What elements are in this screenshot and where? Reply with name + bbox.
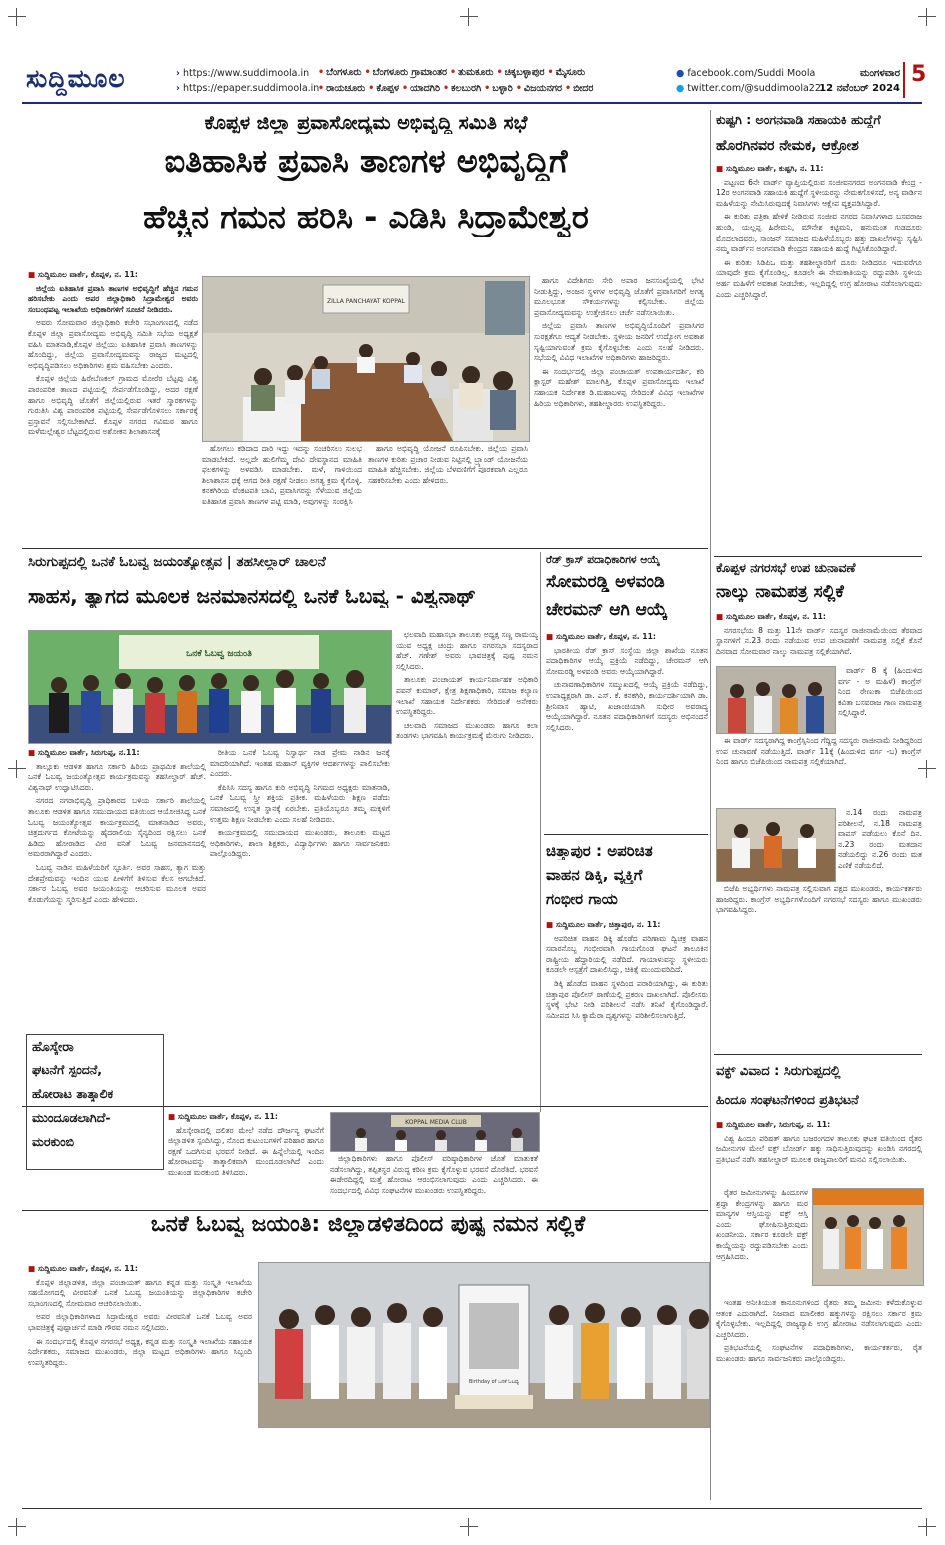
meeting-banner-text: ZILLA PANCHAYAT KOPPAL	[327, 298, 405, 305]
crop-mark	[918, 1518, 936, 1536]
bullet-icon: •	[496, 67, 503, 78]
story7-byline: ಸುದ್ದಿಮೂಲ ವಾರ್ತೆ, ಕೊಪ್ಪಳ, ನ. 11:	[177, 1112, 278, 1121]
event-banner-text: ಒನಕೆ ಓಬವ್ವ ಜಯಂತಿ	[186, 649, 252, 659]
story6-body-end	[716, 884, 922, 1048]
protest-photo-illustration	[813, 1189, 923, 1285]
story5-headline-line2: ವಾಹನ ಡಿಕ್ಕಿ, ವ್ಯಕ್ತಿಗೆ	[546, 866, 643, 884]
story8-headline: ಹಿಂದೂ ಸಂಘಟನೆಗಳಿಂದ ಪ್ರತಿಭಟನೆ	[716, 1092, 859, 1107]
section-rule	[22, 1210, 708, 1211]
city-name: ಬೀದರ	[573, 83, 594, 94]
story3-paragraph: ನಗರದ ನಗರಾಭಿವೃದ್ಧಿ ಪ್ರಾಧಿಕಾರದ ಬಳಿಯ ಸರ್ಕಾರಿ ಶಾಲೆಯಲ್ಲಿ ತಾಲೂಕು ಆಡಳಿತ ಹಾಗೂ ಸಮುದಾಯದ ವತಿಯಿಂದ ಆಯೋಜಿಸಿದ್ದ ಒನಕೆ ಓಬವ್ವ ಜಯಂತ್ಯೋತ್ಸವ ಕಾರ್ಯಕ್ರಮದಲ್ಲಿ ಮಾತನಾಡಿದ ಅವರು, ಚಿತ್ರದುರ್ಗದ ಕೋಟೆಯನ್ನು ಹೈದರಾಲಿಯ ಸೈನ್ಯದಿಂದ ರಕ್ಷಿಸಲು ಒನಕೆ ಹಿಡಿದು ಹೋರಾಡಿದ ವೀರ ವನಿತೆ ಓಬವ್ವ ಜನಮಾನಸದಲ್ಲಿ ಅಮರರಾಗಿದ್ದಾರೆ ಎಂದರು.	[28, 796, 206, 859]
masthead	[22, 62, 927, 100]
story9-headline: ಒನಕೆ ಓಬವ್ವ ಜಯಂತಿ: ಜಿಲ್ಲಾಡಳಿತದಿಂದ ಪುಷ್ಪ ನಮನ ಸಲ್ಲಿಕೆ	[150, 1212, 586, 1237]
story2-paragraph: ಈ ಕುರಿತು ಪತ್ರಿಕಾ ಹೇಳಿಕೆ ನೀಡಿರುವ ಸಂಜೀವ ನಗರದ ನಿವಾಸಿಗಳಾದ ಬಸವರಾಜ ಹುಂಡಿ, ಯಲ್ಲಪ್ಪ ಹಿರೇಮನಿ, ಮೌನೇಶ ಕಟ್ಟಿಮನಿ, ಹನುಮಂತ ಗುಡದೂರು ಮೊದಲಾದವರು, ಸಾಂಜನ್ ಸಮಾಜದ ಮಹಿಳೆಯೊಬ್ಬರು ಹತ್ತು ದಾಖಲೆಗಳನ್ನು ಸೃಷ್ಟಿಸಿ ನಮ್ಮ ವಾರ್ಡ್‌ನ ಅಂಗನವಾಡಿ ಕೇಂದ್ರದ ಸಹಾಯಕಿ ಹುದ್ದೆ ಗಿಟ್ಟಿಸಿಕೊಂಡಿದ್ದಾರೆ.	[716, 212, 922, 254]
bullet-icon: •	[318, 83, 325, 94]
story2-body: ■ ಸುದ್ದಿಮೂಲ ವಾರ್ತೆ, ಕುಷ್ಟಗಿ, ನ. 11: ಪಟ್ಟಣದ 6ನೇ ವಾರ್ಡ್ ವ್ಯಾಪ್ತಿಯಲ್ಲಿರುವ ಸಂಜೀವನಗರದ ಅಂಗನವಾಡಿ ಕೇಂದ್ರ - 12ರ ಅಂಗನವಾಡಿ ಸಹಾಯಕಿ ಹುದ್ದೆಗೆ ಸ್ಥಳೀಯರನ್ನು ನೇಮಕಗೊಳಿಸದೆ, ಅನ್ಯ ವಾರ್ಡಿನ ಮಹಿಳೆಯನ್ನು ನೇಮಿಸಿರುವುದಕ್ಕೆ ನಿವಾಸಿಗಳು ಆಕ್ಷೇಪ ವ್ಯಕ್ತಪಡಿಸಿದ್ದಾರೆ. ಈ ಕುರಿತು ಪತ್ರಿಕಾ ಹೇಳಿಕೆ ನೀಡಿರುವ ಸಂಜೀವ ನಗರದ ನಿವಾಸಿಗಳಾದ ಬಸವರಾಜ ಹುಂಡಿ, ಯಲ್ಲಪ್ಪ ಹಿರೇಮನಿ, ಮೌನೇಶ ಕಟ್ಟಿಮನಿ, ಹನುಮಂತ ಗುಡದೂರು ಮೊದಲಾದವರು, ಸಾಂಜನ್ ಸಮಾಜದ ಮಹಿಳೆಯೊಬ್ಬರು ಹತ್ತು ದಾಖಲೆಗಳನ್ನು ಸೃಷ್ಟಿಸಿ ನಮ್ಮ ವಾರ್ಡ್‌ನ ಅಂಗನವಾಡಿ ಕೇಂದ್ರದ ಸಹಾಯಕಿ ಹುದ್ದೆ ಗಿಟ್ಟಿಸಿಕೊಂಡಿದ್ದಾರೆ. ಈ ಕುರಿತು ಸಿಡಿಪಿಒ ಮತ್ತು ತಹಶೀಲ್ದಾರರಿಗೆ ದೂರು ನೀಡಿದರೂ ಇದುವರೆಗೂ ಯಾವುದೇ ಕ್ರಮ ಕೈಗೊಂಡಿಲ್ಲ. ಕೂಡಲೇ ಈ ನೇಮಕಾತಿಯನ್ನು ರದ್ದುಪಡಿಸಿ ಸ್ಥಳೀಯ ಅರ್ಹ ಮಹಿಳೆಗೆ ಅವಕಾಶ ನೀಡಬೇಕು, ಇಲ್ಲದಿದ್ದಲ್ಲಿ ಉಗ್ರ ಹೋರಾಟ ನಡೆಸಲಾಗುವುದು ಎಂದು ಎಚ್ಚರಿಸಿದ್ದಾರೆ.	[716, 164, 922, 299]
weekday: ಮಂಗಳವಾರ	[859, 68, 900, 79]
event-photo-illustration	[29, 631, 391, 743]
story1-byline: ಸುದ್ದಿಮೂಲ ವಾರ್ತೆ, ಕೊಪ್ಪಳ, ನ. 11:	[37, 270, 138, 279]
story1-column-left: ■ ಸುದ್ದಿಮೂಲ ವಾರ್ತೆ, ಕೊಪ್ಪಳ, ನ. 11: ಜಿಲ್ಲೆಯ ಐತಿಹಾಸಿಕ ಪ್ರವಾಸಿ ತಾಣಗಳ ಅಭಿವೃದ್ಧಿಗೆ ಹೆಚ್ಚಿನ ಗಮನ ಹರಿಸಬೇಕು ಎಂದು ಅಪರ ಜಿಲ್ಲಾಧಿಕಾರಿ ಸಿದ್ರಾಮೇಶ್ವರ ಅವರು ಸಂಬಂಧಪಟ್ಟ ಇಲಾಖೆಯ ಅಧಿಕಾರಿಗಳಿಗೆ ಸೂಚನೆ ನೀಡಿದರು. ಅವರು ಸೋಮವಾರ ಜಿಲ್ಲಾಧಿಕಾರಿ ಕಚೇರಿ ಸಭಾಂಗಣದಲ್ಲಿ ನಡೆದ ಕೊಪ್ಪಳ ಜಿಲ್ಲಾ ಪ್ರವಾಸೋದ್ಯಮ ಅಭಿವೃದ್ಧಿ ಸಮಿತಿ ಸಭೆಯ ಅಧ್ಯಕ್ಷತೆ ವಹಿಸಿ ಮಾತನಾಡಿ,ಕೊಪ್ಪಳ ಜಿಲ್ಲೆಯು ಐತಿಹಾಸಿಕ ಪ್ರವಾಸಿ ತಾಣಗಳನ್ನು ಹೊಂದಿದ್ದು, ಜಿಲ್ಲೆಯ ಪ್ರವಾಸೋದ್ಯಮವನ್ನು ರಾಜ್ಯದ ಮಟ್ಟದಲ್ಲಿ ಅಭಿವೃದ್ಧಿಪಡಿಸಲು ಅಧಿಕಾರಿಗಳು ಶ್ರಮ ವಹಿಸಬೇಕು ಎಂದರು. ಕೊಪ್ಪಳ ಜಿಲ್ಲೆಯ ಹಿರೇಬೆಣಕಲ್ ಗ್ರಾಮದ ಮೋರೆರ ಬೆಟ್ಟವು ವಿಶ್ವ ಪಾರಂಪರಿಕ ತಾಣದ ಪಟ್ಟಿಯಲ್ಲಿ ಸೇರ್ಪಡೆಗೊಂಡಿದ್ದು, ಅದರ ರಕ್ಷಣೆ ಹಾಗೂ ಅಭಿವೃದ್ಧಿ ಜೊತೆಗೆ ಜಿಲ್ಲೆಯಲ್ಲಿರುವ ಇತರೆ ಸ್ಮಾರಕಗಳನ್ನು ಗುರುತಿಸಿ ವಿಶ್ವ ಪಾರಂಪರಿಕ ಪಟ್ಟಿಯಲ್ಲಿ ಸೇರ್ಪಡೆಗೊಳಿಸಲು ಸರ್ಕಾರಕ್ಕೆ ಪ್ರಸ್ತಾವನೆ ಸಲ್ಲಿಸಬೇಕಾಗಿದೆ. ಕೊಪ್ಪಳ ನಗರದ ಗವಿಮಠ ಹಾಗೂ ಮಳೆಮಲ್ಲೇಶ್ವರ ಬೆಟ್ಟದಲ್ಲಿರುವ ಅಶೋಕನ ಶಿಲಾಶಾಸನಕ್ಕೆ	[28, 270, 198, 437]
city-name: ಬೆಂಗಳೂರು ಗ್ರಾಮಾಂತರ	[372, 67, 447, 78]
story3-event-photo	[28, 630, 392, 744]
story3-paragraph: ಚಲವಾದಿ ಸಮಾಜದ ಮುಖಂಡರು ಹಾಗೂ ಕಲಾ ತಂಡಗಳು ಭಾಗವಹಿಸಿ ಕಾರ್ಯಕ್ರಮಕ್ಕೆ ಮೆರುಗು ನೀಡಿದರು.	[396, 720, 538, 741]
story4-headline-line1: ಸೋಮರಡ್ಡಿ ಅಳವಂಡಿ	[546, 572, 665, 592]
story1-paragraph: ಹೋಗಲು ಕಡಿದಾದ ದಾರಿ ಇದ್ದು ಇದನ್ನು ಸಂಚರಿಸಲು ಸುಲಭ ಮಾಡಬೇಕಿದೆ. ಅಲ್ಲದೇ ಹುಲಿಗೆಮ್ಮ ದೇವಿ ದೇವಸ್ಥಾನದ ಮಾಹಿತಿ ಫಲಕಗಳನ್ನು ಅಳವಡಿಸಿ ಮಾಡಬೇಕು. ಮಳೆ, ಗಾಳಿಯಿಂದ ಶಿಲಾಶಾಸನ ಧಕ್ಕೆ ಆಗದ ರೀತಿ ರಕ್ಷಣೆ ನೀಡಲು ಅಗತ್ಯ ಕ್ರಮ ಕೈಗೊಳ್ಳಿ. ಕನಕಗಿರಿಯ ವೆಂಕಟಪತಿ ಬಾವಿ, ಪ್ರವಾಸಿಗರನ್ನು ಸೆಳೆಯುವ ಜಿಲ್ಲೆಯ ಐತಿಹಾಸಿಕ ಪ್ರವಾಸಿ ತಾಣಗಳ ಪಟ್ಟಿ ಮಾಡಿ, ಅವುಗಳನ್ನು ಸಂರಕ್ಷಿಸಿ	[202, 444, 362, 506]
story6-byline: ಸುದ್ದಿಮೂಲ ವಾರ್ತೆ, ಕೊಪ್ಪಳ, ನ. 11:	[725, 612, 826, 621]
section-rule	[714, 556, 922, 557]
bullet-icon: •	[368, 83, 375, 94]
story3-paragraph: ಓಬವ್ವ ನಾಡಿನ ಮಹಿಳೆಯರಿಗೆ ಸ್ಫೂರ್ತಿ. ಅವರ ಸಾಹಸ, ತ್ಯಾಗ ಮತ್ತು ದೇಶಪ್ರೇಮವನ್ನು ಇಂದಿನ ಯುವ ಪೀಳಿಗೆಗೆ ತಿಳಿಸುವ ಕೆಲಸ ಆಗಬೇಕಿದೆ. ಸರ್ಕಾರ ಓಬವ್ವ ಅವರ ಜಯಂತಿಯನ್ನು ಆಚರಿಸುವ ಮೂಲಕ ಅವರ ಕೊಡುಗೆಯನ್ನು ಸ್ಮರಿಸುತ್ತಿದೆ ಎಂದು ಹೇಳಿದರು.	[28, 862, 206, 904]
bullet-icon: •	[484, 83, 491, 94]
story2-headline: ಹೊರಗಿನವರ ನೇಮಕ, ಆಕ್ರೋಶ	[716, 138, 859, 154]
story7-headline-line2: ಹೋರಾಟ ತಾತ್ಕಾಲಿಕ	[32, 1086, 114, 1101]
story7-kicker: ಹೊಸ್ಕೇರಾ	[32, 1040, 74, 1055]
city-name: ತುಮಕೂರು	[458, 67, 494, 78]
crop-mark	[460, 8, 478, 26]
story3-paragraph: ತಾಲ್ಲೂಕು ಆಡಳಿತ ಹಾಗೂ ಸರ್ಕಾರಿ ಹಿರಿಯ ಪ್ರಾಥಮಿಕ ಶಾಲೆಯಲ್ಲಿ ಒನಕೆ ಓಬವ್ವ ಜಯಂತ್ಯೋತ್ಸವ ಕಾರ್ಯಕ್ರಮವನ್ನು ತಹಸೀಲ್ದಾರ್ ಹೆಚ್. ವಿಶ್ವನಾಥ್ ಉದ್ಘಾಟಿಸಿದರು.	[28, 761, 206, 792]
story3-paragraph: ಕೆಪಿಸಿಸಿ ಸದಸ್ಯ ಹಾಗೂ ಕುರಿ ಅಭಿವೃದ್ಧಿ ನಿಗಮದ ಅಧ್ಯಕ್ಷರು ಮಾತನಾಡಿ, ಒನಕೆ ಓಬವ್ವ ಸ್ತ್ರೀ ಶಕ್ತಿಯ ಪ್ರತೀಕ. ಮಹಿಳೆಯರು ಶಿಕ್ಷಣ ಪಡೆದು ಸಮಾಜದಲ್ಲಿ ಉನ್ನತ ಸ್ಥಾನಕ್ಕೆ ಏರಬೇಕು. ಪ್ರತಿಯೊಬ್ಬರೂ ತಮ್ಮ ಮಕ್ಕಳಿಗೆ ಉತ್ತಮ ಶಿಕ್ಷಣ ನೀಡಬೇಕು ಎಂದು ಸಲಹೆ ನೀಡಿದರು.	[210, 782, 390, 824]
bullet-icon: •	[364, 67, 371, 78]
story1-meeting-photo	[202, 276, 530, 442]
website-links	[176, 66, 319, 96]
story9-tribute-photo	[258, 1262, 710, 1428]
story3-column-c	[396, 630, 538, 1100]
section-rule	[22, 548, 708, 549]
story7-body-a: ■ ಸುದ್ದಿಮೂಲ ವಾರ್ತೆ, ಕೊಪ್ಪಳ, ನ. 11: ಹೊಸ್ಕೇರಾದಲ್ಲಿ ದಲಿತರ ಮೇಲೆ ನಡೆದ ದೌರ್ಜನ್ಯ ಘಟನೆಗೆ ಜಿಲ್ಲಾಡಳಿತ ಸ್ಪಂದಿಸಿದ್ದು, ನೊಂದ ಕುಟುಂಬಗಳಿಗೆ ಪರಿಹಾರ ಹಾಗೂ ರಕ್ಷಣೆ ಒದಗಿಸುವ ಭರವಸೆ ನೀಡಿದೆ. ಈ ಹಿನ್ನೆಲೆಯಲ್ಲಿ ಇಂದಿನ ಹೋರಾಟವನ್ನು ತಾತ್ಕಾಲಿಕವಾಗಿ ಮುಂದೂಡಲಾಗಿದೆ ಎಂದು ಮುಖಂಡ ಮರಕುಂಬಿ ತಿಳಿಸಿದರು.	[168, 1112, 324, 1177]
story1-column-mid2	[368, 444, 528, 540]
story7-body-b	[330, 1154, 538, 1206]
bullet-icon: •	[450, 67, 457, 78]
story8-side-text	[716, 1188, 808, 1294]
city-name: ರಾಯಚೂರು	[326, 83, 366, 94]
story6-paragraph: ನಗರಸಭೆಯ 8 ಮತ್ತು 11ನೇ ವಾರ್ಡ್ ಸದಸ್ಯರ ರಾಜೀನಾಮೆಯಿಂದ ತೆರವಾದ ಸ್ಥಾನಗಳಿಗೆ ನ.23 ರಂದು ನಡೆಯುವ ಉಪ ಚುನಾವಣೆಗೆ ನಾಮಪತ್ರ ಸಲ್ಲಿಕೆ ಕೊನೆ ದಿನವಾದ ಸೋಮವಾರ ನಾಲ್ಕು ನಾಮಪತ್ರ ಸಲ್ಲಿಕೆಯಾಗಿವೆ.	[716, 625, 922, 656]
story6-headline: ನಾಲ್ಕು ನಾಮಪತ್ರ ಸಲ್ಲಿಕೆ	[716, 582, 844, 602]
story8-intro: ■ ಸುದ್ದಿಮೂಲ ವಾರ್ತೆ, ಸಿರುಗುಪ್ಪ, ನ. 11: ವಿಶ್ವ ಹಿಂದೂ ಪರಿಷತ್ ಹಾಗೂ ಬಜರಂಗದಳ ತಾಲೂಕು ಘಟಕ ವತಿಯಿಂದ ರೈತರ ಜಮೀನುಗಳ ಮೇಲೆ ವಕ್ಫ್ ಬೋರ್ಡ್ ಹಕ್ಕು ಸಾಧಿಸುತ್ತಿರುವುದನ್ನು ಖಂಡಿಸಿ ನಗರದಲ್ಲಿ ಪ್ರತಿಭಟನೆ ನಡೆಸಿ ತಹಸೀಲ್ದಾರ್ ಮೂಲಕ ರಾಜ್ಯಪಾಲರಿಗೆ ಮನವಿ ಸಲ್ಲಿಸಲಾಯಿತು.	[716, 1120, 922, 1164]
city-name: ಚಿಕ್ಕಬಳ್ಳಾಪುರ	[504, 67, 545, 78]
city-list	[318, 65, 708, 97]
arrow-icon: ›	[176, 83, 180, 94]
story4-headline-line2: ಚೇರಮನ್ ಆಗಿ ಆಯ್ಕೆ	[546, 600, 668, 620]
story8-paragraph: ವಿಶ್ವ ಹಿಂದೂ ಪರಿಷತ್ ಹಾಗೂ ಬಜರಂಗದಳ ತಾಲೂಕು ಘಟಕ ವತಿಯಿಂದ ರೈತರ ಜಮೀನುಗಳ ಮೇಲೆ ವಕ್ಫ್ ಬೋರ್ಡ್ ಹಕ್ಕು ಸಾಧಿಸುತ್ತಿರುವುದನ್ನು ಖಂಡಿಸಿ ನಗರದಲ್ಲಿ ಪ್ರತಿಭಟನೆ ನಡೆಸಿ ತಹಸೀಲ್ದಾರ್ ಮೂಲಕ ರಾಜ್ಯಪಾಲರಿಗೆ ಮನವಿ ಸಲ್ಲಿಸಲಾಯಿತು.	[716, 1133, 922, 1164]
story1-paragraph: ಕೊಪ್ಪಳ ಜಿಲ್ಲೆಯ ಹಿರೇಬೆಣಕಲ್ ಗ್ರಾಮದ ಮೋರೆರ ಬೆಟ್ಟವು ವಿಶ್ವ ಪಾರಂಪರಿಕ ತಾಣದ ಪಟ್ಟಿಯಲ್ಲಿ ಸೇರ್ಪಡೆಗೊಂಡಿದ್ದು, ಅದರ ರಕ್ಷಣೆ ಹಾಗೂ ಅಭಿವೃದ್ಧಿ ಜೊತೆಗೆ ಜಿಲ್ಲೆಯಲ್ಲಿರುವ ಇತರೆ ಸ್ಮಾರಕಗಳನ್ನು ಗುರುತಿಸಿ ವಿಶ್ವ ಪಾರಂಪರಿಕ ಪಟ್ಟಿಯಲ್ಲಿ ಸೇರ್ಪಡೆಗೊಳಿಸಲು ಸರ್ಕಾರಕ್ಕೆ ಪ್ರಸ್ತಾವನೆ ಸಲ್ಲಿಸಬೇಕಾಗಿದೆ. ಕೊಪ್ಪಳ ನಗರದ ಗವಿಮಠ ಹಾಗೂ ಮಳೆಮಲ್ಲೇಶ್ವರ ಬೆಟ್ಟದಲ್ಲಿರುವ ಅಶೋಕನ ಶಿಲಾಶಾಸನಕ್ಕೆ	[28, 374, 198, 437]
story3-kicker: ಸಿರುಗುಪ್ಪದಲ್ಲಿ ಒನಕೆ ಓಬವ್ವ ಜಯಂತ್ಯೋತ್ಸವ | ತಹಸೀಲ್ದಾರ್ ಚಾಲನೆ	[28, 554, 326, 570]
facebook-icon: ●	[676, 68, 685, 79]
story7-press-photo	[330, 1112, 540, 1152]
column-divider	[710, 110, 711, 1500]
story3-paragraph: ಕಾರ್ಯಕ್ರಮದಲ್ಲಿ ಸಮುದಾಯದ ಮುಖಂಡರು, ತಾಲೂಕು ಮಟ್ಟದ ಅಧಿಕಾರಿಗಳು, ಶಾಲಾ ಶಿಕ್ಷಕರು, ವಿದ್ಯಾರ್ಥಿಗಳು ಹಾಗೂ ಸಾರ್ವಜನಿಕರು ಪಾಲ್ಗೊಂಡಿದ್ದರು.	[210, 828, 390, 859]
story7-paragraph: ಜಿಲ್ಲಾಧಿಕಾರಿಗಳು ಹಾಗೂ ಪೊಲೀಸ್ ವರಿಷ್ಠಾಧಿಕಾರಿಗಳ ಜೊತೆ ಮಾತುಕತೆ ನಡೆಸಲಾಗಿದ್ದು, ತಪ್ಪಿತಸ್ಥರ ವಿರುದ್ಧ ಕಠಿಣ ಕ್ರಮ ಕೈಗೊಳ್ಳುವ ಭರವಸೆ ದೊರೆತಿದೆ. ಭರವಸೆ ಈಡೇರದಿದ್ದಲ್ಲಿ ಮತ್ತೆ ಹೋರಾಟ ಆರಂಭಿಸಲಾಗುವುದು ಎಂದು ಎಚ್ಚರಿಸಿದರು. ಈ ಸಂದರ್ಭದಲ್ಲಿ ವಿವಿಧ ಸಂಘಟನೆಗಳ ಮುಖಂಡರು ಉಪಸ್ಥಿತರಿದ್ದರು.	[330, 1154, 538, 1195]
city-name: ಕೊಪ್ಪಳ	[376, 83, 400, 94]
story5-body: ■ ಸುದ್ದಿಮೂಲ ವಾರ್ತೆ, ಚಿತ್ತಾಪುರ, ನ. 11: ಅಪರಿಚಿತ ವಾಹನ ಡಿಕ್ಕಿ ಹೊಡೆದ ಪರಿಣಾಮ ದ್ವಿಚಕ್ರ ವಾಹನ ಸವಾರನೊಬ್ಬ ಗಂಭೀರವಾಗಿ ಗಾಯಗೊಂಡ ಘಟನೆ ತಾಲೂಕಿನ ರಾಷ್ಟ್ರೀಯ ಹೆದ್ದಾರಿಯಲ್ಲಿ ನಡೆದಿದೆ. ಗಾಯಾಳುವನ್ನು ಸ್ಥಳೀಯರು ಕೂಡಲೇ ಆಸ್ಪತ್ರೆಗೆ ದಾಖಲಿಸಿದ್ದು, ಚಿಕಿತ್ಸೆ ಮುಂದುವರಿದಿದೆ. ಡಿಕ್ಕಿ ಹೊಡೆದ ವಾಹನ ಸ್ಥಳದಿಂದ ಪರಾರಿಯಾಗಿದ್ದು, ಈ ಕುರಿತು ಚಿತ್ತಾಪುರ ಪೊಲೀಸ್ ಠಾಣೆಯಲ್ಲಿ ಪ್ರಕರಣ ದಾಖಲಾಗಿದೆ. ಪೊಲೀಸರು ಸ್ಥಳಕ್ಕೆ ಭೇಟಿ ನೀಡಿ ಪರಿಶೀಲನೆ ನಡೆಸಿ ತನಿಖೆ ಕೈಗೊಂಡಿದ್ದಾರೆ. ಸಮೀಪದ ಸಿಸಿ ಕ್ಯಾಮೆರಾ ದೃಶ್ಯಗಳನ್ನು ಪರಿಶೀಲಿಸಲಾಗುತ್ತಿದೆ.	[546, 920, 708, 1020]
story3-paragraph: ಛಲವಾದಿ ಮಹಾಸಭಾ ತಾಲೂಕು ಅಧ್ಯಕ್ಷ ಸಣ್ಣ ರಾಮಯ್ಯ ಯುವ ಅಧ್ಯಕ್ಷ ಚಂದ್ರು ಹಾಗೂ ನಗರಸಭಾ ಸದಸ್ಯರಾದ ಹೆಚ್. ಗಣೇಶ್ ಅವರು ಭಾವಚಿತ್ರಕ್ಕೆ ಪುಷ್ಪ ನಮನ ಸಲ್ಲಿಸಿದರು.	[396, 630, 538, 671]
story4-paragraph: ಚುನಾವಣಾಧಿಕಾರಿಗಳ ಸಮ್ಮುಖದಲ್ಲಿ ಆಯ್ಕೆ ಪ್ರಕ್ರಿಯೆ ನಡೆದಿದ್ದು, ಉಪಾಧ್ಯಕ್ಷರಾಗಿ ಡಾ. ಎಸ್. ಕೆ. ಕನಕಗಿರಿ, ಕಾರ್ಯದರ್ಶಿಯಾಗಿ ಡಾ. ಶ್ರೀನಿವಾಸ ಹ್ಯಾಟಿ, ಖಜಾಂಚಿಯಾಗಿ ಸುಧೀರ ಅವರಾದ್ಯ ಆಯ್ಕೆಯಾಗಿದ್ದಾರೆ. ನೂತನ ಪದಾಧಿಕಾರಿಗಳಿಗೆ ಸದಸ್ಯರು ಅಭಿನಂದನೆ ಸಲ್ಲಿಸಿದರು.	[546, 680, 708, 732]
story4-byline: ಸುದ್ದಿಮೂಲ ವಾರ್ತೆ, ಕೊಪ್ಪಳ, ನ. 11:	[555, 632, 656, 641]
newspaper-logo: ಸುದ್ದಿಮೂಲ	[26, 64, 126, 93]
bullet-icon: •	[318, 67, 325, 78]
bullet-icon: •	[442, 83, 450, 94]
story2-kicker: ಕುಷ್ಟಗಿ : ಅಂಗನವಾಡಿ ಸಹಾಯಕಿ ಹುದ್ದೆಗೆ	[716, 112, 881, 127]
story1-kicker: ಕೊಪ್ಪಳ ಜಿಲ್ಲಾ ಪ್ರವಾಸೋದ್ಯಮ ಅಭಿವೃದ್ಧಿ ಸಮಿತಿ ಸಭೆ	[204, 112, 528, 134]
story9-paragraph: ಈ ಸಂದರ್ಭದಲ್ಲಿ ಕೊಪ್ಪಳ ನಗರಸಭೆ ಅಧ್ಯಕ್ಷ, ಕನ್ನಡ ಮತ್ತು ಸಂಸ್ಕೃತಿ ಇಲಾಖೆಯ ಸಹಾಯಕ ನಿರ್ದೇಶಕರು, ಸಮಾಜದ ಮುಖಂಡರು, ಜಿಲ್ಲಾ ಮಟ್ಟದ ಅಧಿಕಾರಿಗಳು ಹಾಗೂ ಸಿಬ್ಬಂದಿ ಉಪಸ್ಥಿತರಿದ್ದರು.	[28, 1336, 252, 1367]
story8-paragraph: ಇಂತಹ ಅನೀತಿಯುತ ಕಾನೂನುಗಳಿಂದ ರೈತರು ತಮ್ಮ ಜಮೀನು ಕಳೆದುಕೊಳ್ಳುವ ಆತಂಕ ಎದುರಾಗಿದೆ. ನಿಜವಾದ ಮಾಲೀಕರ ಹಕ್ಕುಗಳನ್ನು ರಕ್ಷಿಸಲು ಸರ್ಕಾರ ಕ್ರಮ ಕೈಗೊಳ್ಳಬೇಕು. ಇಲ್ಲದಿದ್ದಲ್ಲಿ ರಾಜ್ಯವ್ಯಾಪಿ ಉಗ್ರ ಹೋರಾಟ ನಡೆಸಲಾಗುವುದು ಎಂದು ಎಚ್ಚರಿಸಿದರು.	[716, 1298, 922, 1339]
section-rule	[544, 834, 708, 835]
story9-paragraph: ಕೊಪ್ಪಳ ಜಿಲ್ಲಾಡಳಿತ, ಜಿಲ್ಲಾ ಪಂಚಾಯತ್ ಹಾಗೂ ಕನ್ನಡ ಮತ್ತು ಸಂಸ್ಕೃತಿ ಇಲಾಖೆಯ ಸಹಯೋಗದಲ್ಲಿ ವೀರವನಿತೆ ಒನಕೆ ಓಬವ್ವ ಜಯಂತಿಯನ್ನು ಜಿಲ್ಲಾಧಿಕಾರಿಗಳ ಕಚೇರಿ ಸಭಾಂಗಣದಲ್ಲಿ ಸೋಮವಾರ ಆಚರಿಸಲಾಯಿತು.	[28, 1277, 252, 1308]
story3-column-b	[210, 748, 390, 1100]
city-name: ಯಾದಗಿರಿ	[410, 83, 440, 94]
column-divider	[540, 552, 541, 1112]
story5-byline: ಸುದ್ದಿಮೂಲ ವಾರ್ತೆ, ಚಿತ್ತಾಪುರ, ನ. 11:	[555, 920, 661, 929]
story1-paragraph: ಜಿಲ್ಲೆಯ ಪ್ರವಾಸಿ ತಾಣಗಳ ಅಭಿವೃದ್ಧಿಯೊಂದಿಗೆ ಪ್ರವಾಸಿಗರ ಸುರಕ್ಷತೆಗೂ ಆದ್ಯತೆ ನೀಡಬೇಕು. ಸ್ಥಳೀಯ ಜನರಿಗೆ ಉದ್ಯೋಗ ಅವಕಾಶ ಸೃಷ್ಟಿಯಾಗುವಂತೆ ಕ್ರಮ ಕೈಗೊಳ್ಳಬೇಕು ಎಂದು ಸಲಹೆ ನೀಡಿದರು. ಸಭೆಯಲ್ಲಿ ವಿವಿಧ ಇಲಾಖೆಗಳ ಅಧಿಕಾರಿಗಳು ಹಾಜರಿದ್ದರು.	[534, 321, 704, 363]
crop-mark	[460, 1518, 478, 1536]
story2-byline: ಸುದ್ದಿಮೂಲ ವಾರ್ತೆ, ಕುಷ್ಟಗಿ, ನ. 11:	[725, 164, 824, 173]
bullet-icon: •	[547, 67, 554, 78]
press-photo-illustration	[331, 1113, 539, 1151]
story4-paragraph: ಭಾರತೀಯ ರೆಡ್ ಕ್ರಾಸ್ ಸಂಸ್ಥೆಯ ಜಿಲ್ಲಾ ಶಾಖೆಯ ನೂತನ ಪದಾಧಿಕಾರಿಗಳ ಆಯ್ಕೆ ಪ್ರಕ್ರಿಯೆ ನಡೆದಿದ್ದು, ಚೇರಮನ್ ಆಗಿ ಸೋಮರಡ್ಡಿ ಅಳವಂಡಿ ಅವರು ಆಯ್ಕೆಯಾಗಿದ್ದಾರೆ.	[546, 645, 708, 676]
date-text: 12 ನವೆಂಬರ್ 2024	[819, 83, 900, 94]
story6-side-text-2	[838, 808, 922, 880]
story6-paragraph: ಈ ವಾರ್ಡ್ ಸದಸ್ಯರಾಗಿದ್ದ ಕಾಂಗ್ರೆಸ್ಸಿನಿಂದ ಗೆದ್ದಿದ್ದ ಸದಸ್ಯರು ರಾಜೀನಾಮೆ ನೀಡಿದ್ದರಿಂದ ಉಪ ಚುನಾವಣೆ ನಡೆಯುತ್ತಿದೆ. ವಾರ್ಡ್ 11ಕ್ಕೆ (ಹಿಂದುಳಿದ ವರ್ಗ -ಬ) ಕಾಂಗ್ರೆಸ್ ನಿಂದ ಹಾಗೂ ಬಿಜೆಪಿಯಿಂದ ನಾಮಪತ್ರ ಸಲ್ಲಿಕೆಯಾಗಿದೆ.	[716, 736, 922, 767]
crop-mark	[918, 8, 936, 26]
story2-paragraph: ಈ ಕುರಿತು ಸಿಡಿಪಿಒ ಮತ್ತು ತಹಶೀಲ್ದಾರರಿಗೆ ದೂರು ನೀಡಿದರೂ ಇದುವರೆಗೂ ಯಾವುದೇ ಕ್ರಮ ಕೈಗೊಂಡಿಲ್ಲ. ಕೂಡಲೇ ಈ ನೇಮಕಾತಿಯನ್ನು ರದ್ದುಪಡಿಸಿ ಸ್ಥಳೀಯ ಅರ್ಹ ಮಹಿಳೆಗೆ ಅವಕಾಶ ನೀಡಬೇಕು, ಇಲ್ಲದಿದ್ದಲ್ಲಿ ಉಗ್ರ ಹೋರಾಟ ನಡೆಸಲಾಗುವುದು ಎಂದು ಎಚ್ಚರಿಸಿದ್ದಾರೆ.	[716, 257, 922, 299]
story1-lead: ಜಿಲ್ಲೆಯ ಐತಿಹಾಸಿಕ ಪ್ರವಾಸಿ ತಾಣಗಳ ಅಭಿವೃದ್ಧಿಗೆ ಹೆಚ್ಚಿನ ಗಮನ ಹರಿಸಬೇಕು ಎಂದು ಅಪರ ಜಿಲ್ಲಾಧಿಕಾರಿ ಸಿದ್ರಾಮೇಶ್ವರ ಅವರು ಸಂಬಂಧಪಟ್ಟ ಇಲಾಖೆಯ ಅಧಿಕಾರಿಗಳಿಗೆ ಸೂಚನೆ ನೀಡಿದರು.	[28, 283, 198, 314]
bullet-icon: •	[515, 83, 522, 94]
story5-headline-line1: ಚಿತ್ತಾಪುರ : ಅಪರಿಚಿತ	[546, 842, 653, 860]
story1-headline-line2: ಹೆಚ್ಚಿನ ಗಮನ ಹರಿಸಿ - ಎಡಿಸಿ ಸಿದ್ರಾಮೇಶ್ವರ	[143, 198, 589, 236]
city-name: ವಿಜಯನಗರ	[523, 83, 563, 94]
story6-intro: ■ ಸುದ್ದಿಮೂಲ ವಾರ್ತೆ, ಕೊಪ್ಪಳ, ನ. 11: ನಗರಸಭೆಯ 8 ಮತ್ತು 11ನೇ ವಾರ್ಡ್ ಸದಸ್ಯರ ರಾಜೀನಾಮೆಯಿಂದ ತೆರವಾದ ಸ್ಥಾನಗಳಿಗೆ ನ.23 ರಂದು ನಡೆಯುವ ಉಪ ಚುನಾವಣೆಗೆ ನಾಮಪತ್ರ ಸಲ್ಲಿಕೆ ಕೊನೆ ದಿನವಾದ ಸೋಮವಾರ ನಾಲ್ಕು ನಾಮಪತ್ರ ಸಲ್ಲಿಕೆಯಾಗಿವೆ.	[716, 612, 922, 656]
issue-date	[808, 66, 900, 96]
story6-paragraph: ಬಿಜೆಪಿ ಅಭ್ಯರ್ಥಿಗಳು ನಾಮಪತ್ರ ಸಲ್ಲಿಸುವಾಗ ಪಕ್ಷದ ಮುಖಂಡರು, ಕಾರ್ಯಕರ್ತರು ಹಾಜರಿದ್ದರು. ಕಾಂಗ್ರೆಸ್ ಅಭ್ಯರ್ಥಿಗಳೊಂದಿಗೆ ನಗರಸಭೆ ಸದಸ್ಯರು ಹಾಗೂ ಮುಖಂಡರು ಭಾಗವಹಿಸಿದ್ದರು.	[716, 884, 922, 915]
story6-body-mid	[716, 736, 922, 804]
twitter-icon: ●	[676, 83, 685, 94]
city-name: ಬಳ್ಳಾರಿ	[492, 83, 513, 94]
page-number: 5	[903, 62, 926, 98]
candidates-photo-illustration	[717, 809, 835, 881]
story5-paragraph: ಅಪರಿಚಿತ ವಾಹನ ಡಿಕ್ಕಿ ಹೊಡೆದ ಪರಿಣಾಮ ದ್ವಿಚಕ್ರ ವಾಹನ ಸವಾರನೊಬ್ಬ ಗಂಭೀರವಾಗಿ ಗಾಯಗೊಂಡ ಘಟನೆ ತಾಲೂಕಿನ ರಾಷ್ಟ್ರೀಯ ಹೆದ್ದಾರಿಯಲ್ಲಿ ನಡೆದಿದೆ. ಗಾಯಾಳುವನ್ನು ಸ್ಥಳೀಯರು ಕೂಡಲೇ ಆಸ್ಪತ್ರೆಗೆ ದಾಖಲಿಸಿದ್ದು, ಚಿಕಿತ್ಸೆ ಮುಂದುವರಿದಿದೆ.	[546, 933, 708, 975]
story8-protest-photo	[812, 1188, 924, 1286]
story1-column-right	[534, 276, 704, 540]
city-name: ಬೆಂಗಳೂರು	[326, 67, 362, 78]
story1-paragraph: ಈ ಸಂದರ್ಭದಲ್ಲಿ ಜಿಲ್ಲಾ ಪಂಚಾಯತ್ ಉಪಕಾರ್ಯದರ್ಶಿ, ಕರಿ ಕ್ಲಾಸ್ಟರ್ ಮಹೇಶ್ ಮಾಲಗಿತ್ತಿ, ಕೊಪ್ಪಳ ಪ್ರವಾಸೋದ್ಯಮ ಇಲಾಖೆ ಸಹಾಯಕ ನಿರ್ದೇಶಕ ಡಿ.ಮಹಾಬಳಪ್ಪ ಸೇರಿದಂತೆ ವಿವಿಧ ಇಲಾಖೆಗಳ ಹಿರಿಯ ಅಧಿಕಾರಿಗಳು, ತಹಶೀಲ್ದಾರರು ಉಪಸ್ಥಿತರಿದ್ದರು.	[534, 366, 704, 408]
story3-column-a: ■ ಸುದ್ದಿಮೂಲ ವಾರ್ತೆ, ಸಿರುಗುಪ್ಪ, ನ.11: ತಾಲ್ಲೂಕು ಆಡಳಿತ ಹಾಗೂ ಸರ್ಕಾರಿ ಹಿರಿಯ ಪ್ರಾಥಮಿಕ ಶಾಲೆಯಲ್ಲಿ ಒನಕೆ ಓಬವ್ವ ಜಯಂತ್ಯೋತ್ಸವ ಕಾರ್ಯಕ್ರಮವನ್ನು ತಹಸೀಲ್ದಾರ್ ಹೆಚ್. ವಿಶ್ವನಾಥ್ ಉದ್ಘಾಟಿಸಿದರು. ನಗರದ ನಗರಾಭಿವೃದ್ಧಿ ಪ್ರಾಧಿಕಾರದ ಬಳಿಯ ಸರ್ಕಾರಿ ಶಾಲೆಯಲ್ಲಿ ತಾಲೂಕು ಆಡಳಿತ ಹಾಗೂ ಸಮುದಾಯದ ವತಿಯಿಂದ ಆಯೋಜಿಸಿದ್ದ ಒನಕೆ ಓಬವ್ವ ಜಯಂತ್ಯೋತ್ಸವ ಕಾರ್ಯಕ್ರಮದಲ್ಲಿ ಮಾತನಾಡಿದ ಅವರು, ಚಿತ್ರದುರ್ಗದ ಕೋಟೆಯನ್ನು ಹೈದರಾಲಿಯ ಸೈನ್ಯದಿಂದ ರಕ್ಷಿಸಲು ಒನಕೆ ಹಿಡಿದು ಹೋರಾಡಿದ ವೀರ ವನಿತೆ ಓಬವ್ವ ಜನಮಾನಸದಲ್ಲಿ ಅಮರರಾಗಿದ್ದಾರೆ ಎಂದರು. ಓಬವ್ವ ನಾಡಿನ ಮಹಿಳೆಯರಿಗೆ ಸ್ಫೂರ್ತಿ. ಅವರ ಸಾಹಸ, ತ್ಯಾಗ ಮತ್ತು ದೇಶಪ್ರೇಮವನ್ನು ಇಂದಿನ ಯುವ ಪೀಳಿಗೆಗೆ ತಿಳಿಸುವ ಕೆಲಸ ಆಗಬೇಕಿದೆ. ಸರ್ಕಾರ ಓಬವ್ವ ಅವರ ಜಯಂತಿಯನ್ನು ಆಚರಿಸುವ ಮೂಲಕ ಅವರ ಕೊಡುಗೆಯನ್ನು ಸ್ಮರಿಸುತ್ತಿದೆ ಎಂದು ಹೇಳಿದರು.	[28, 748, 206, 904]
meeting-photo-illustration	[203, 277, 529, 441]
city-row	[318, 81, 708, 97]
story9-byline: ಸುದ್ದಿಮೂಲ ವಾರ್ತೆ, ಕೊಪ್ಪಳ, ನ. 11:	[37, 1264, 138, 1273]
story8-paragraph: ರೈತರ ಜಮೀನುಗಳನ್ನು ಹಿಂದೂಗಳ ಶ್ರದ್ಧಾ ಕೇಂದ್ರಗಳನ್ನು ಹಾಗೂ ಮಠ ಮಾನ್ಯಗಳ ಆಸ್ತಿಯನ್ನು ವಕ್ಫ್ ಆಸ್ತಿ ಎಂದು ಘೋಷಿಸುತ್ತಿರುವುದು ಖಂಡನೀಯ. ಸರ್ಕಾರ ಕೂಡಲೇ ವಕ್ಫ್ ಕಾಯ್ದೆಯನ್ನು ರದ್ದುಪಡಿಸಬೇಕು ಎಂದು ಆಗ್ರಹಿಸಿದರು.	[716, 1188, 808, 1261]
story8-body	[716, 1298, 922, 1504]
story3-headline: ಸಾಹಸ, ತ್ಯಾಗದ ಮೂಲಕ ಜನಮಾನಸದಲ್ಲಿ ಒನಕೆ ಓಬವ್ವ - ವಿಶ್ವನಾಥ್	[28, 584, 476, 608]
story6-photo-candidates	[716, 808, 836, 882]
city-name: ಮೈಸೂರು	[555, 67, 586, 78]
city-row	[318, 65, 708, 81]
story6-paragraph: ವಾರ್ಡ್ 8 ಕ್ಕೆ (ಹಿಂದುಳಿದ ವರ್ಗ - ಅ ಮಹಿಳೆ) ಕಾಂಗ್ರೆಸ್ ನಿಂದ ರೇಣುಕಾ ಬಿಜೆಪಿಯಿಂದ ಕವಿತಾ ಬಸವರಾಜ ಗಾಣ ನಾಮಪತ್ರ ಸಲ್ಲಿಸಿದ್ದಾರೆ.	[838, 666, 922, 718]
story1-paragraph: ಅವರು ಸೋಮವಾರ ಜಿಲ್ಲಾಧಿಕಾರಿ ಕಚೇರಿ ಸಭಾಂಗಣದಲ್ಲಿ ನಡೆದ ಕೊಪ್ಪಳ ಜಿಲ್ಲಾ ಪ್ರವಾಸೋದ್ಯಮ ಅಭಿವೃದ್ಧಿ ಸಮಿತಿ ಸಭೆಯ ಅಧ್ಯಕ್ಷತೆ ವಹಿಸಿ ಮಾತನಾಡಿ,ಕೊಪ್ಪಳ ಜಿಲ್ಲೆಯು ಐತಿಹಾಸಿಕ ಪ್ರವಾಸಿ ತಾಣಗಳನ್ನು ಹೊಂದಿದ್ದು, ಜಿಲ್ಲೆಯ ಪ್ರವಾಸೋದ್ಯಮವನ್ನು ರಾಜ್ಯದ ಮಟ್ಟದಲ್ಲಿ ಅಭಿವೃದ್ಧಿಪಡಿಸಲು ಅಧಿಕಾರಿಗಳು ಶ್ರಮ ವಹಿಸಬೇಕು ಎಂದರು.	[28, 318, 198, 370]
story4-kicker: ರೆಡ್ ಕ್ರಾಸ್ ಪದಾಧಿಕಾರಿಗಳ ಆಯ್ಕೆ	[546, 554, 660, 566]
arrow-icon: ›	[176, 68, 180, 79]
crop-mark	[8, 8, 26, 26]
story6-photo-nomination	[716, 666, 836, 734]
story7-headline-line4: ಮರಕುಂಬಿ	[32, 1134, 75, 1149]
nomination-photo-illustration	[717, 667, 835, 733]
crop-mark	[8, 1518, 26, 1536]
story7-headline-line3: ಮುಂದೂಡಲಾಗಿದೆ-	[32, 1110, 111, 1125]
website-link[interactable]: https://www.suddimoola.in	[182, 68, 310, 79]
story8-paragraph: ಪ್ರತಿಭಟನೆಯಲ್ಲಿ ಸಂಘಟನೆಗಳ ಪದಾಧಿಕಾರಿಗಳು, ಕಾರ್ಯಕರ್ತರು, ರೈತ ಮುಖಂಡರು ಹಾಗೂ ಸಾರ್ವಜನಿಕರು ಪಾಲ್ಗೊಂಡಿದ್ದರು.	[716, 1343, 922, 1363]
story1-column-mid1	[202, 444, 362, 540]
story2-paragraph: ಪಟ್ಟಣದ 6ನೇ ವಾರ್ಡ್ ವ್ಯಾಪ್ತಿಯಲ್ಲಿರುವ ಸಂಜೀವನಗರದ ಅಂಗನವಾಡಿ ಕೇಂದ್ರ - 12ರ ಅಂಗನವಾಡಿ ಸಹಾಯಕಿ ಹುದ್ದೆಗೆ ಸ್ಥಳೀಯರನ್ನು ನೇಮಕಗೊಳಿಸದೆ, ಅನ್ಯ ವಾರ್ಡಿನ ಮಹಿಳೆಯನ್ನು ನೇಮಿಸಿರುವುದಕ್ಕೆ ನಿವಾಸಿಗಳು ಆಕ್ಷೇಪ ವ್ಯಕ್ತಪಡಿಸಿದ್ದಾರೆ.	[716, 177, 922, 208]
epaper-link[interactable]: https://epaper.suddimoola.in	[182, 83, 320, 94]
section-rule	[714, 1054, 922, 1055]
facebook-link[interactable]: facebook.com/Suddi Moola	[687, 68, 816, 79]
tribute-photo-illustration	[259, 1263, 709, 1427]
bullet-icon: •	[402, 83, 409, 94]
twitter-link[interactable]: twitter.com/@suddimoola22	[687, 83, 821, 94]
press-banner-text: KOPPAL MEDIA CLUB	[405, 1119, 467, 1126]
masthead-rule	[22, 102, 922, 104]
city-name: ಕಲಬುರಗಿ	[451, 83, 482, 94]
story7-headline-line1: ಘಟನೆಗೆ ಸ್ಪಂದನೆ,	[32, 1062, 103, 1077]
story1-paragraph: ಹಾಗೂ ಅಭಿವೃದ್ಧಿ ಯೋಜನೆ ರೂಪಿಸಬೇಕು. ಜಿಲ್ಲೆಯ ಪ್ರವಾಸಿ ತಾಣಗಳ ಕುರಿತು ಪ್ರಚಾರ ನೀಡುವ ನಿಟ್ಟಿನಲ್ಲಿ ಬ್ರ್ಯಾಂಡ್ ಯೋಜನೆಯ ಮಾಹಿತಿ ಹೆಚ್ಚಿಸಬೇಕು. ಜಿಲ್ಲೆಯ ಬೆಳವಣಿಗೆಗೆ ಪೂರಕವಾಗಿ ಎಲ್ಲರೂ ಸಹಕರಿಸಬೇಕು ಎಂದು ಹೇಳಿದರು.	[368, 444, 528, 485]
page-bottom-rule	[22, 1508, 922, 1509]
story3-byline: ಸುದ್ದಿಮೂಲ ವಾರ್ತೆ, ಸಿರುಗುಪ್ಪ, ನ.11:	[37, 748, 140, 757]
story6-paragraph: ನ.14 ರಂದು ನಾಮಪತ್ರ ಪರಿಶೀಲನೆ, ನ.18 ನಾಮಪತ್ರ ವಾಪಸ್ ಪಡೆಯಲು ಕೊನೆ ದಿನ. ನ.23 ರಂದು ಮತದಾನ ನಡೆಯಲಿದ್ದು ನ.26 ರಂದು ಮತ ಎಣಿಕೆ ನಡೆಯಲಿದೆ.	[838, 808, 922, 870]
story6-kicker: ಕೊಪ್ಪಳ ನಗರಸಭೆ ಉಪ ಚುನಾವಣೆ	[716, 560, 856, 575]
story9-paragraph: ಅಪರ ಜಿಲ್ಲಾಧಿಕಾರಿಗಳಾದ ಸಿದ್ರಾಮೇಶ್ವರ ಅವರು ವೀರವನಿತೆ ಒನಕೆ ಓಬವ್ವ ಅವರ ಭಾವಚಿತ್ರಕ್ಕೆ ಪುಷ್ಪಾರ್ಚನೆ ಮಾಡಿ ಗೌರವ ನಮನ ಸಲ್ಲಿಸಿದರು.	[28, 1312, 252, 1332]
story6-side-text	[838, 666, 922, 732]
story3-paragraph: ರೀತಿಯ ಒನಕೆ ಓಬವ್ವ ನಿಸ್ವಾರ್ಥ ನಾಡ ಪ್ರೇಮ ನಾಡಿನ ಜನಕ್ಕೆ ಮಾದರಿಯಾಗಿದೆ. ಇಂತಹ ಮಹಾನ್ ವ್ಯಕ್ತಿಗಳ ಆದರ್ಶಗಳನ್ನು ಪಾಲಿಸಬೇಕು ಎಂದರು.	[210, 748, 390, 779]
portrait-caption-text: Birthday of ಒನಕೆ ಓಬವ್ವ	[468, 1379, 520, 1385]
bullet-icon: •	[565, 83, 572, 94]
story3-paragraph: ತಾಲೂಕು ಪಂಚಾಯತ್ ಕಾರ್ಯನಿರ್ವಾಹಕ ಅಧಿಕಾರಿ ಪವನ್ ಕುಮಾರ್, ಕ್ಷೇತ್ರ ಶಿಕ್ಷಣಾಧಿಕಾರಿ, ಸಮಾಜ ಕಲ್ಯಾಣ ಇಲಾಖೆ ಸಹಾಯಕ ನಿರ್ದೇಶಕರು ಸೇರಿದಂತೆ ಅನೇಕರು ಉಪಸ್ಥಿತರಿದ್ದರು.	[396, 675, 538, 717]
story8-kicker: ವಕ್ಫ್ ವಿವಾದ : ಸಿರುಗುಪ್ಪದಲ್ಲಿ	[716, 1064, 841, 1079]
social-links	[676, 66, 821, 96]
crop-mark	[8, 760, 26, 778]
story9-body: ■ ಸುದ್ದಿಮೂಲ ವಾರ್ತೆ, ಕೊಪ್ಪಳ, ನ. 11: ಕೊಪ್ಪಳ ಜಿಲ್ಲಾಡಳಿತ, ಜಿಲ್ಲಾ ಪಂಚಾಯತ್ ಹಾಗೂ ಕನ್ನಡ ಮತ್ತು ಸಂಸ್ಕೃತಿ ಇಲಾಖೆಯ ಸಹಯೋಗದಲ್ಲಿ ವೀರವನಿತೆ ಒನಕೆ ಓಬವ್ವ ಜಯಂತಿಯನ್ನು ಜಿಲ್ಲಾಧಿಕಾರಿಗಳ ಕಚೇರಿ ಸಭಾಂಗಣದಲ್ಲಿ ಸೋಮವಾರ ಆಚರಿಸಲಾಯಿತು. ಅಪರ ಜಿಲ್ಲಾಧಿಕಾರಿಗಳಾದ ಸಿದ್ರಾಮೇಶ್ವರ ಅವರು ವೀರವನಿತೆ ಒನಕೆ ಓಬವ್ವ ಅವರ ಭಾವಚಿತ್ರಕ್ಕೆ ಪುಷ್ಪಾರ್ಚನೆ ಮಾಡಿ ಗೌರವ ನಮನ ಸಲ್ಲಿಸಿದರು. ಈ ಸಂದರ್ಭದಲ್ಲಿ ಕೊಪ್ಪಳ ನಗರಸಭೆ ಅಧ್ಯಕ್ಷ, ಕನ್ನಡ ಮತ್ತು ಸಂಸ್ಕೃತಿ ಇಲಾಖೆಯ ಸಹಾಯಕ ನಿರ್ದೇಶಕರು, ಸಮಾಜದ ಮುಖಂಡರು, ಜಿಲ್ಲಾ ಮಟ್ಟದ ಅಧಿಕಾರಿಗಳು ಹಾಗೂ ಸಿಬ್ಬಂದಿ ಉಪಸ್ಥಿತರಿದ್ದರು.	[28, 1264, 252, 1367]
story8-byline: ಸುದ್ದಿಮೂಲ ವಾರ್ತೆ, ಸಿರುಗುಪ್ಪ, ನ. 11:	[725, 1120, 831, 1129]
story5-headline-line3: ಗಂಭೀರ ಗಾಯ	[546, 890, 618, 908]
story1-paragraph: ಹಾಗೂ ವಿದೇಶಿಗರು ಸೇರಿ ಅಪಾರ ಜನಸಂಖ್ಯೆಯಲ್ಲಿ ಭೇಟಿ ನೀಡುತ್ತಿದ್ದು, ಅಂಜನ ಸ್ಥಳಗಳ ಅಭಿವೃದ್ಧಿ ಜೊತೆಗೆ ಪ್ರವಾಸಿಗರಿಗೆ ಅಗತ್ಯ ಮೂಲಭೂತ ಸೌಕರ್ಯಗಳನ್ನು ಕಲ್ಪಿಸಬೇಕು. ಜಿಲ್ಲೆಯ ಪ್ರವಾಸೋದ್ಯಮವನ್ನು ಉತ್ತೇಜಿಸಲು ಚರ್ಚೆ ನಡೆಸಲಾಯಿತು.	[534, 276, 704, 317]
story7-paragraph: ಹೊಸ್ಕೇರಾದಲ್ಲಿ ದಲಿತರ ಮೇಲೆ ನಡೆದ ದೌರ್ಜನ್ಯ ಘಟನೆಗೆ ಜಿಲ್ಲಾಡಳಿತ ಸ್ಪಂದಿಸಿದ್ದು, ನೊಂದ ಕುಟುಂಬಗಳಿಗೆ ಪರಿಹಾರ ಹಾಗೂ ರಕ್ಷಣೆ ಒದಗಿಸುವ ಭರವಸೆ ನೀಡಿದೆ. ಈ ಹಿನ್ನೆಲೆಯಲ್ಲಿ ಇಂದಿನ ಹೋರಾಟವನ್ನು ತಾತ್ಕಾಲಿಕವಾಗಿ ಮುಂದೂಡಲಾಗಿದೆ ಎಂದು ಮುಖಂಡ ಮರಕುಂಬಿ ತಿಳಿಸಿದರು.	[168, 1125, 324, 1177]
story5-paragraph: ಡಿಕ್ಕಿ ಹೊಡೆದ ವಾಹನ ಸ್ಥಳದಿಂದ ಪರಾರಿಯಾಗಿದ್ದು, ಈ ಕುರಿತು ಚಿತ್ತಾಪುರ ಪೊಲೀಸ್ ಠಾಣೆಯಲ್ಲಿ ಪ್ರಕರಣ ದಾಖಲಾಗಿದೆ. ಪೊಲೀಸರು ಸ್ಥಳಕ್ಕೆ ಭೇಟಿ ನೀಡಿ ಪರಿಶೀಲನೆ ನಡೆಸಿ ತನಿಖೆ ಕೈಗೊಂಡಿದ್ದಾರೆ. ಸಮೀಪದ ಸಿಸಿ ಕ್ಯಾಮೆರಾ ದೃಶ್ಯಗಳನ್ನು ಪರಿಶೀಲಿಸಲಾಗುತ್ತಿದೆ.	[546, 978, 708, 1020]
story4-body: ■ ಸುದ್ದಿಮೂಲ ವಾರ್ತೆ, ಕೊಪ್ಪಳ, ನ. 11: ಭಾರತೀಯ ರೆಡ್ ಕ್ರಾಸ್ ಸಂಸ್ಥೆಯ ಜಿಲ್ಲಾ ಶಾಖೆಯ ನೂತನ ಪದಾಧಿಕಾರಿಗಳ ಆಯ್ಕೆ ಪ್ರಕ್ರಿಯೆ ನಡೆದಿದ್ದು, ಚೇರಮನ್ ಆಗಿ ಸೋಮರಡ್ಡಿ ಅಳವಂಡಿ ಅವರು ಆಯ್ಕೆಯಾಗಿದ್ದಾರೆ. ಚುನಾವಣಾಧಿಕಾರಿಗಳ ಸಮ್ಮುಖದಲ್ಲಿ ಆಯ್ಕೆ ಪ್ರಕ್ರಿಯೆ ನಡೆದಿದ್ದು, ಉಪಾಧ್ಯಕ್ಷರಾಗಿ ಡಾ. ಎಸ್. ಕೆ. ಕನಕಗಿರಿ, ಕಾರ್ಯದರ್ಶಿಯಾಗಿ ಡಾ. ಶ್ರೀನಿವಾಸ ಹ್ಯಾಟಿ, ಖಜಾಂಚಿಯಾಗಿ ಸುಧೀರ ಅವರಾದ್ಯ ಆಯ್ಕೆಯಾಗಿದ್ದಾರೆ. ನೂತನ ಪದಾಧಿಕಾರಿಗಳಿಗೆ ಸದಸ್ಯರು ಅಭಿನಂದನೆ ಸಲ್ಲಿಸಿದರು.	[546, 632, 708, 732]
story1-headline-line1: ಐತಿಹಾಸಿಕ ಪ್ರವಾಸಿ ತಾಣಗಳ ಅಭಿವೃದ್ಧಿಗೆ	[164, 142, 568, 180]
